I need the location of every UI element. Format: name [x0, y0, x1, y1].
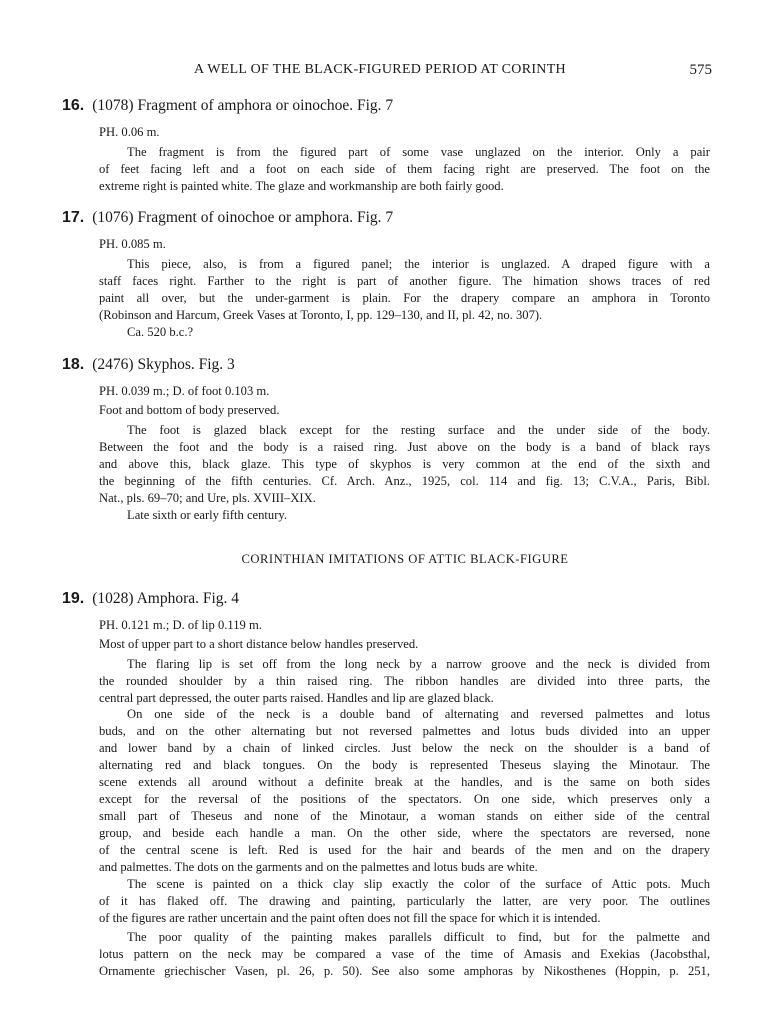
text-line: This piece, also, is from a figured panel; the interior is unglazed. A draped figure with a	[127, 257, 710, 271]
entry-19-measure: PH. 0.121 m.; D. of lip 0.119 m.	[99, 618, 262, 632]
entry-18-heading	[62, 356, 235, 374]
text-line: The poor quality of the painting makes parallels difficult to find, but for the palmette and	[127, 930, 710, 944]
text-line: scene extends all around without a definite break at the handles, and is the same on both sides	[99, 775, 710, 789]
entry-title: (1076) Fragment of oinochoe or amphora. Fig. 7	[92, 209, 394, 226]
text-line: The flaring lip is set off from the long neck by a narrow groove and the neck is divided from	[127, 657, 710, 671]
entry-16-measure: PH. 0.06 m.	[99, 125, 160, 139]
text-line: buds, and on the other alternating but not reversed palmettes and lotus buds divided into an upper	[99, 724, 710, 738]
entry-title: (1078) Fragment of amphora or oinochoe. Fig. 7	[92, 97, 394, 114]
text-line: Foot and bottom of body preserved.	[99, 403, 280, 417]
running-head: A WELL OF THE BLACK-FIGURED PERIOD AT CORINTH	[194, 62, 566, 77]
text-line: The scene is painted on a thick clay slip exactly the color of the surface of Attic pots. Much	[127, 877, 710, 891]
text-line: (Robinson and Harcum, Greek Vases at Toronto, I, pp. 129–130, and II, pl. 42, no. 307).	[99, 308, 543, 322]
text-line: The fragment is from the figured part of some vase unglazed on the interior. Only a pair	[127, 145, 710, 159]
entry-17-heading	[62, 209, 393, 227]
text-line: of feet facing left and a foot on each side of them facing right are preserved. The foot on the	[99, 162, 710, 176]
text-line: central part depressed, the outer parts raised. Handles and lip are glazed black.	[99, 691, 494, 705]
text-line: and palmettes. The dots on the garments and on the palmettes and lotus buds are white.	[99, 860, 538, 874]
text-line: Most of upper part to a short distance below handles preserved.	[99, 637, 419, 651]
text-line: paint all over, but the under-garment is plain. For the drapery compare an amphora in Toronto	[99, 291, 710, 305]
text-line: and above this, black glaze. This type of skyphos is very common at the end of the sixth and	[99, 457, 710, 471]
text-line: On one side of the neck is a double band of alternating and reversed palmettes and lotus	[127, 707, 710, 721]
text-line: group, and beside each handle a man. On the other side, where the spectators are reversed, none	[99, 826, 710, 840]
entry-19-heading	[62, 590, 239, 608]
text-line: staff faces right. Farther to the right is part of another figure. The himation shows traces of red	[99, 274, 710, 288]
text-line: of it has flaked off. The drawing and painting, particularly the latter, are very poor. The outlines	[99, 894, 710, 908]
text-line: of the central scene is left. Red is used for the hair and beards of the men and on the drapery	[99, 843, 710, 857]
entry-title: (2476) Skyphos. Fig. 3	[92, 356, 235, 373]
text-line: except for the reversal of the positions of the spectators. On one side, which preserves only a	[99, 792, 710, 806]
page-number: 575	[689, 62, 712, 78]
text-line: small part of Theseus and none of the Minotaur, a woman stands on either side of the central	[99, 809, 710, 823]
text-line: lotus pattern on the neck may be compared a vase of the time of Amasis and Exekias (Jacobsthal,	[99, 947, 710, 961]
text-line: Late sixth or early fifth century.	[127, 508, 288, 522]
text-line: Ca. 520 b.c.?	[127, 325, 194, 339]
entry-number: 16.	[62, 97, 85, 114]
entry-number: 19.	[62, 590, 85, 607]
entry-17-measure: PH. 0.085 m.	[99, 237, 166, 251]
text-line: and lower band by a chain of linked circles. Just below the neck on the shoulder is a band of	[99, 741, 710, 755]
entry-18-measure: PH. 0.039 m.; D. of foot 0.103 m.	[99, 384, 270, 398]
text-line: of the figures are rather uncertain and the paint often does not fill the space for which it is intended.	[99, 911, 601, 925]
entry-number: 17.	[62, 209, 85, 226]
section-title: CORINTHIAN IMITATIONS OF ATTIC BLACK-FIGURE	[241, 552, 569, 566]
text-line: the beginning of the fifth centuries. Cf. Arch. Anz., 1925, col. 114 and fig. 13; C.V.A., Paris, Bibl.	[99, 474, 710, 488]
text-line: extreme right is painted white. The glaze and workmanship are both fairly good.	[99, 179, 504, 193]
entry-number: 18.	[62, 356, 85, 373]
text-line: The foot is glazed black except for the resting surface and the under side of the body.	[127, 423, 710, 437]
text-line: Ornamente griechischer Vasen, pl. 26, p. 50). See also some amphoras by Nikosthenes (Hoppin, p. 251,	[99, 964, 710, 978]
text-line: the rounded shoulder by a thin raised ring. The ribbon handles are divided into three parts, the	[99, 674, 710, 688]
entry-title: (1028) Amphora. Fig. 4	[92, 590, 240, 607]
text-line: Between the foot and the body is a raised ring. Just above on the body is a band of black rays	[99, 440, 710, 454]
text-line: alternating red and black tongues. On the body is represented Theseus slaying the Minotaur. The	[99, 758, 710, 772]
entry-16-heading	[62, 97, 393, 115]
text-line: Nat., pls. 69–70; and Ure, pls. XVIII–XIX.	[99, 491, 316, 505]
